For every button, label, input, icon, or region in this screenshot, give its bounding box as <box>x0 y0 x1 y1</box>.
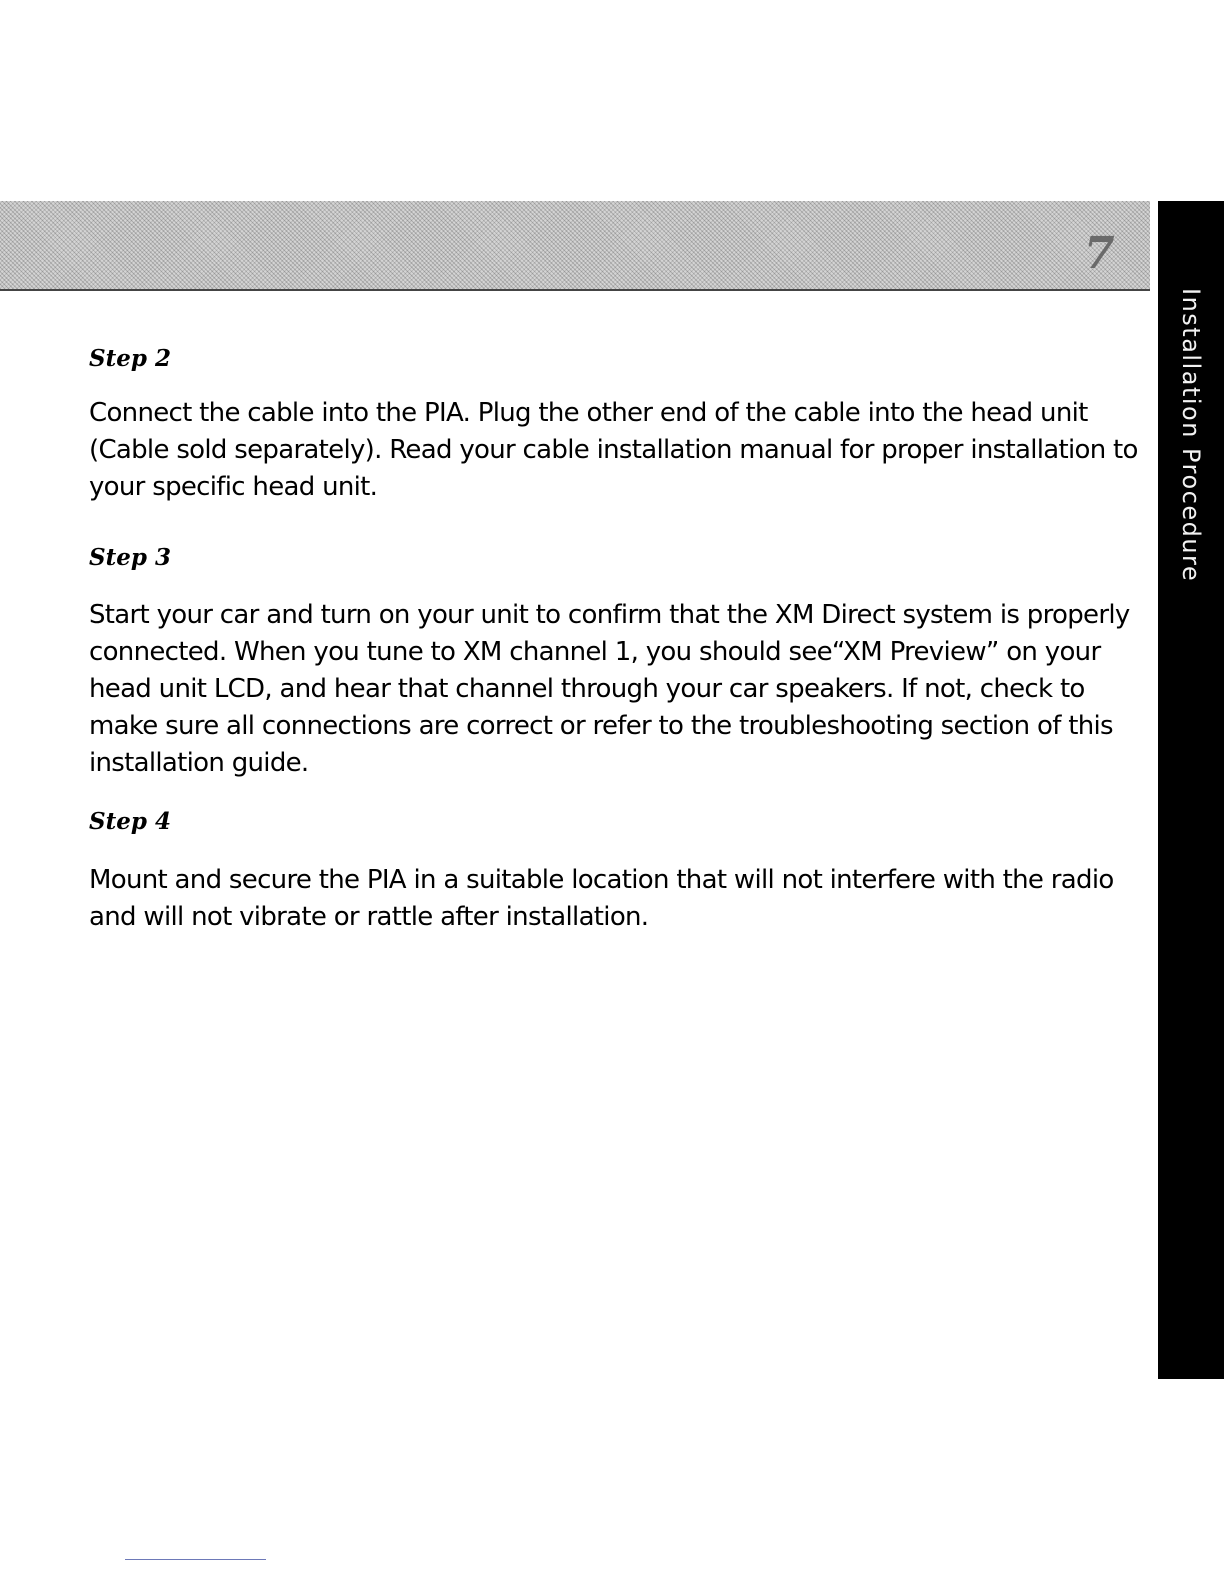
main-content <box>89 345 1139 936</box>
step-2-section <box>89 345 1139 506</box>
footer-rule <box>125 1559 266 1560</box>
step-2-text: Connect the cable into the PIA. Plug the other end of the cable into the head unit (Cable sold separately). Read your cable installation manual for proper installation to your specific head unit. <box>89 397 1138 502</box>
page-number: 7 <box>1084 228 1115 279</box>
step-3-section <box>89 544 1139 783</box>
step-4-text: Mount and secure the PIA in a suitable location that will not interfere with the radio and will not vibrate or rattle after installation. <box>89 864 1114 932</box>
header-band <box>0 201 1150 291</box>
step-4-section <box>89 808 1139 936</box>
section-tab-label: Installation Procedure <box>1177 288 1205 583</box>
step-3-text: Start your car and turn on your unit to confirm that the XM Direct system is properly connected. When you tune to XM channel 1, you should see“XM Preview” on your head unit LCD, and hear that channel through your car speakers. If not, check to make sure all connections are correct or refer to the troubleshooting section of this installation guide. <box>89 600 1130 779</box>
step-4-heading: Step 4 <box>89 808 171 836</box>
step-2-heading: Step 2 <box>89 345 171 372</box>
step-3-heading: Step 3 <box>89 543 171 571</box>
